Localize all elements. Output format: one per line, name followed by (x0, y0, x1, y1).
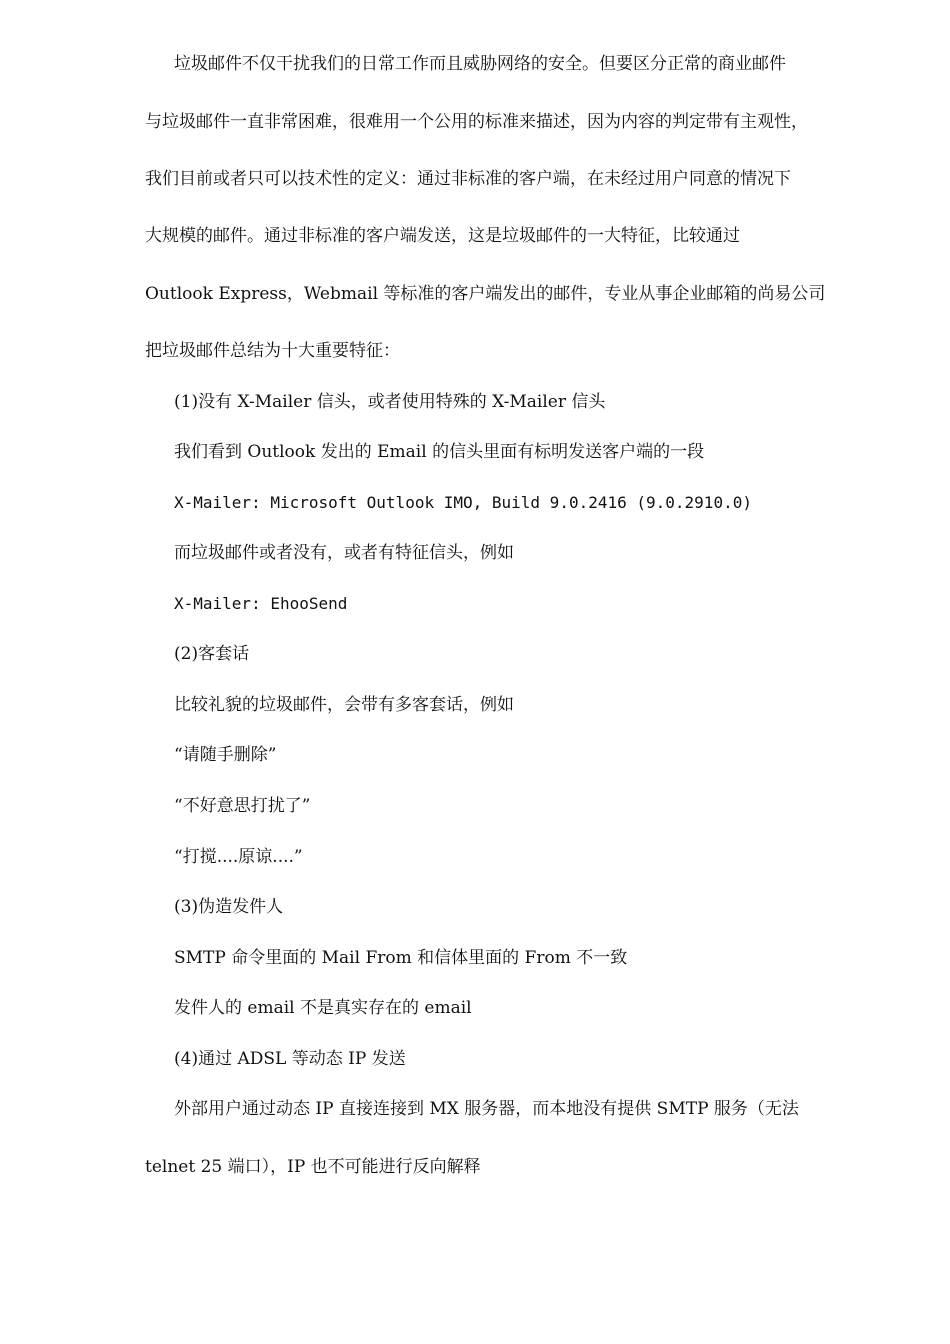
section-2-quote-1: “请随手删除” (174, 745, 277, 765)
section-3-text-2: 发件人的 email 不是真实存在的 email (174, 998, 472, 1018)
section-2-quote-3: “打搅....原谅....” (174, 847, 303, 867)
section-4-text-1: 外部用户通过动态 IP 直接连接到 MX 服务器，而本地没有提供 SMTP 服务（无法 (174, 1099, 799, 1119)
section-1-code-2: X-Mailer: EhooSend (174, 594, 348, 613)
intro-line-3: 我们目前或者只可以技术性的定义：通过非标准的客户端，在未经过用户同意的情况下 (145, 169, 791, 189)
section-1-text-1: 我们看到 Outlook 发出的 Email 的信头里面有标明发送客户端的一段 (174, 442, 705, 462)
section-3-heading: (3)伪造发件人 (174, 897, 284, 917)
section-2-heading: (2)客套话 (174, 644, 250, 664)
section-4-heading: (4)通过 ADSL 等动态 IP 发送 (174, 1049, 406, 1069)
intro-line-4: 大规模的邮件。通过非标准的客户端发送，这是垃圾邮件的一大特征，比较通过 (145, 226, 740, 246)
section-3-text-1: SMTP 命令里面的 Mail From 和信体里面的 From 不一致 (174, 948, 628, 968)
intro-line-6: 把垃圾邮件总结为十大重要特征： (145, 341, 400, 361)
section-4-text-2: telnet 25 端口），IP 也不可能进行反向解释 (145, 1157, 481, 1177)
intro-line-1: 垃圾邮件不仅干扰我们的日常工作而且威胁网络的安全。但要区分正常的商业邮件 (174, 54, 786, 74)
intro-line-2: 与垃圾邮件一直非常困难，很难用一个公用的标准来描述，因为内容的判定带有主观性， (145, 112, 808, 132)
intro-line-5: Outlook Express，Webmail 等标准的客户端发出的邮件，专业从事企业邮箱的尚易公司 (145, 284, 826, 304)
section-1-text-2: 而垃圾邮件或者没有，或者有特征信头，例如 (174, 543, 514, 563)
section-1-code-1: X-Mailer: Microsoft Outlook IMO, Build 9.0.2416 (9.0.2910.0) (174, 493, 752, 512)
section-1-heading: (1)没有 X-Mailer 信头，或者使用特殊的 X-Mailer 信头 (174, 392, 606, 412)
section-2-text-1: 比较礼貌的垃圾邮件，会带有多客套话，例如 (174, 695, 514, 715)
section-2-quote-2: “不好意思打扰了” (174, 796, 311, 816)
